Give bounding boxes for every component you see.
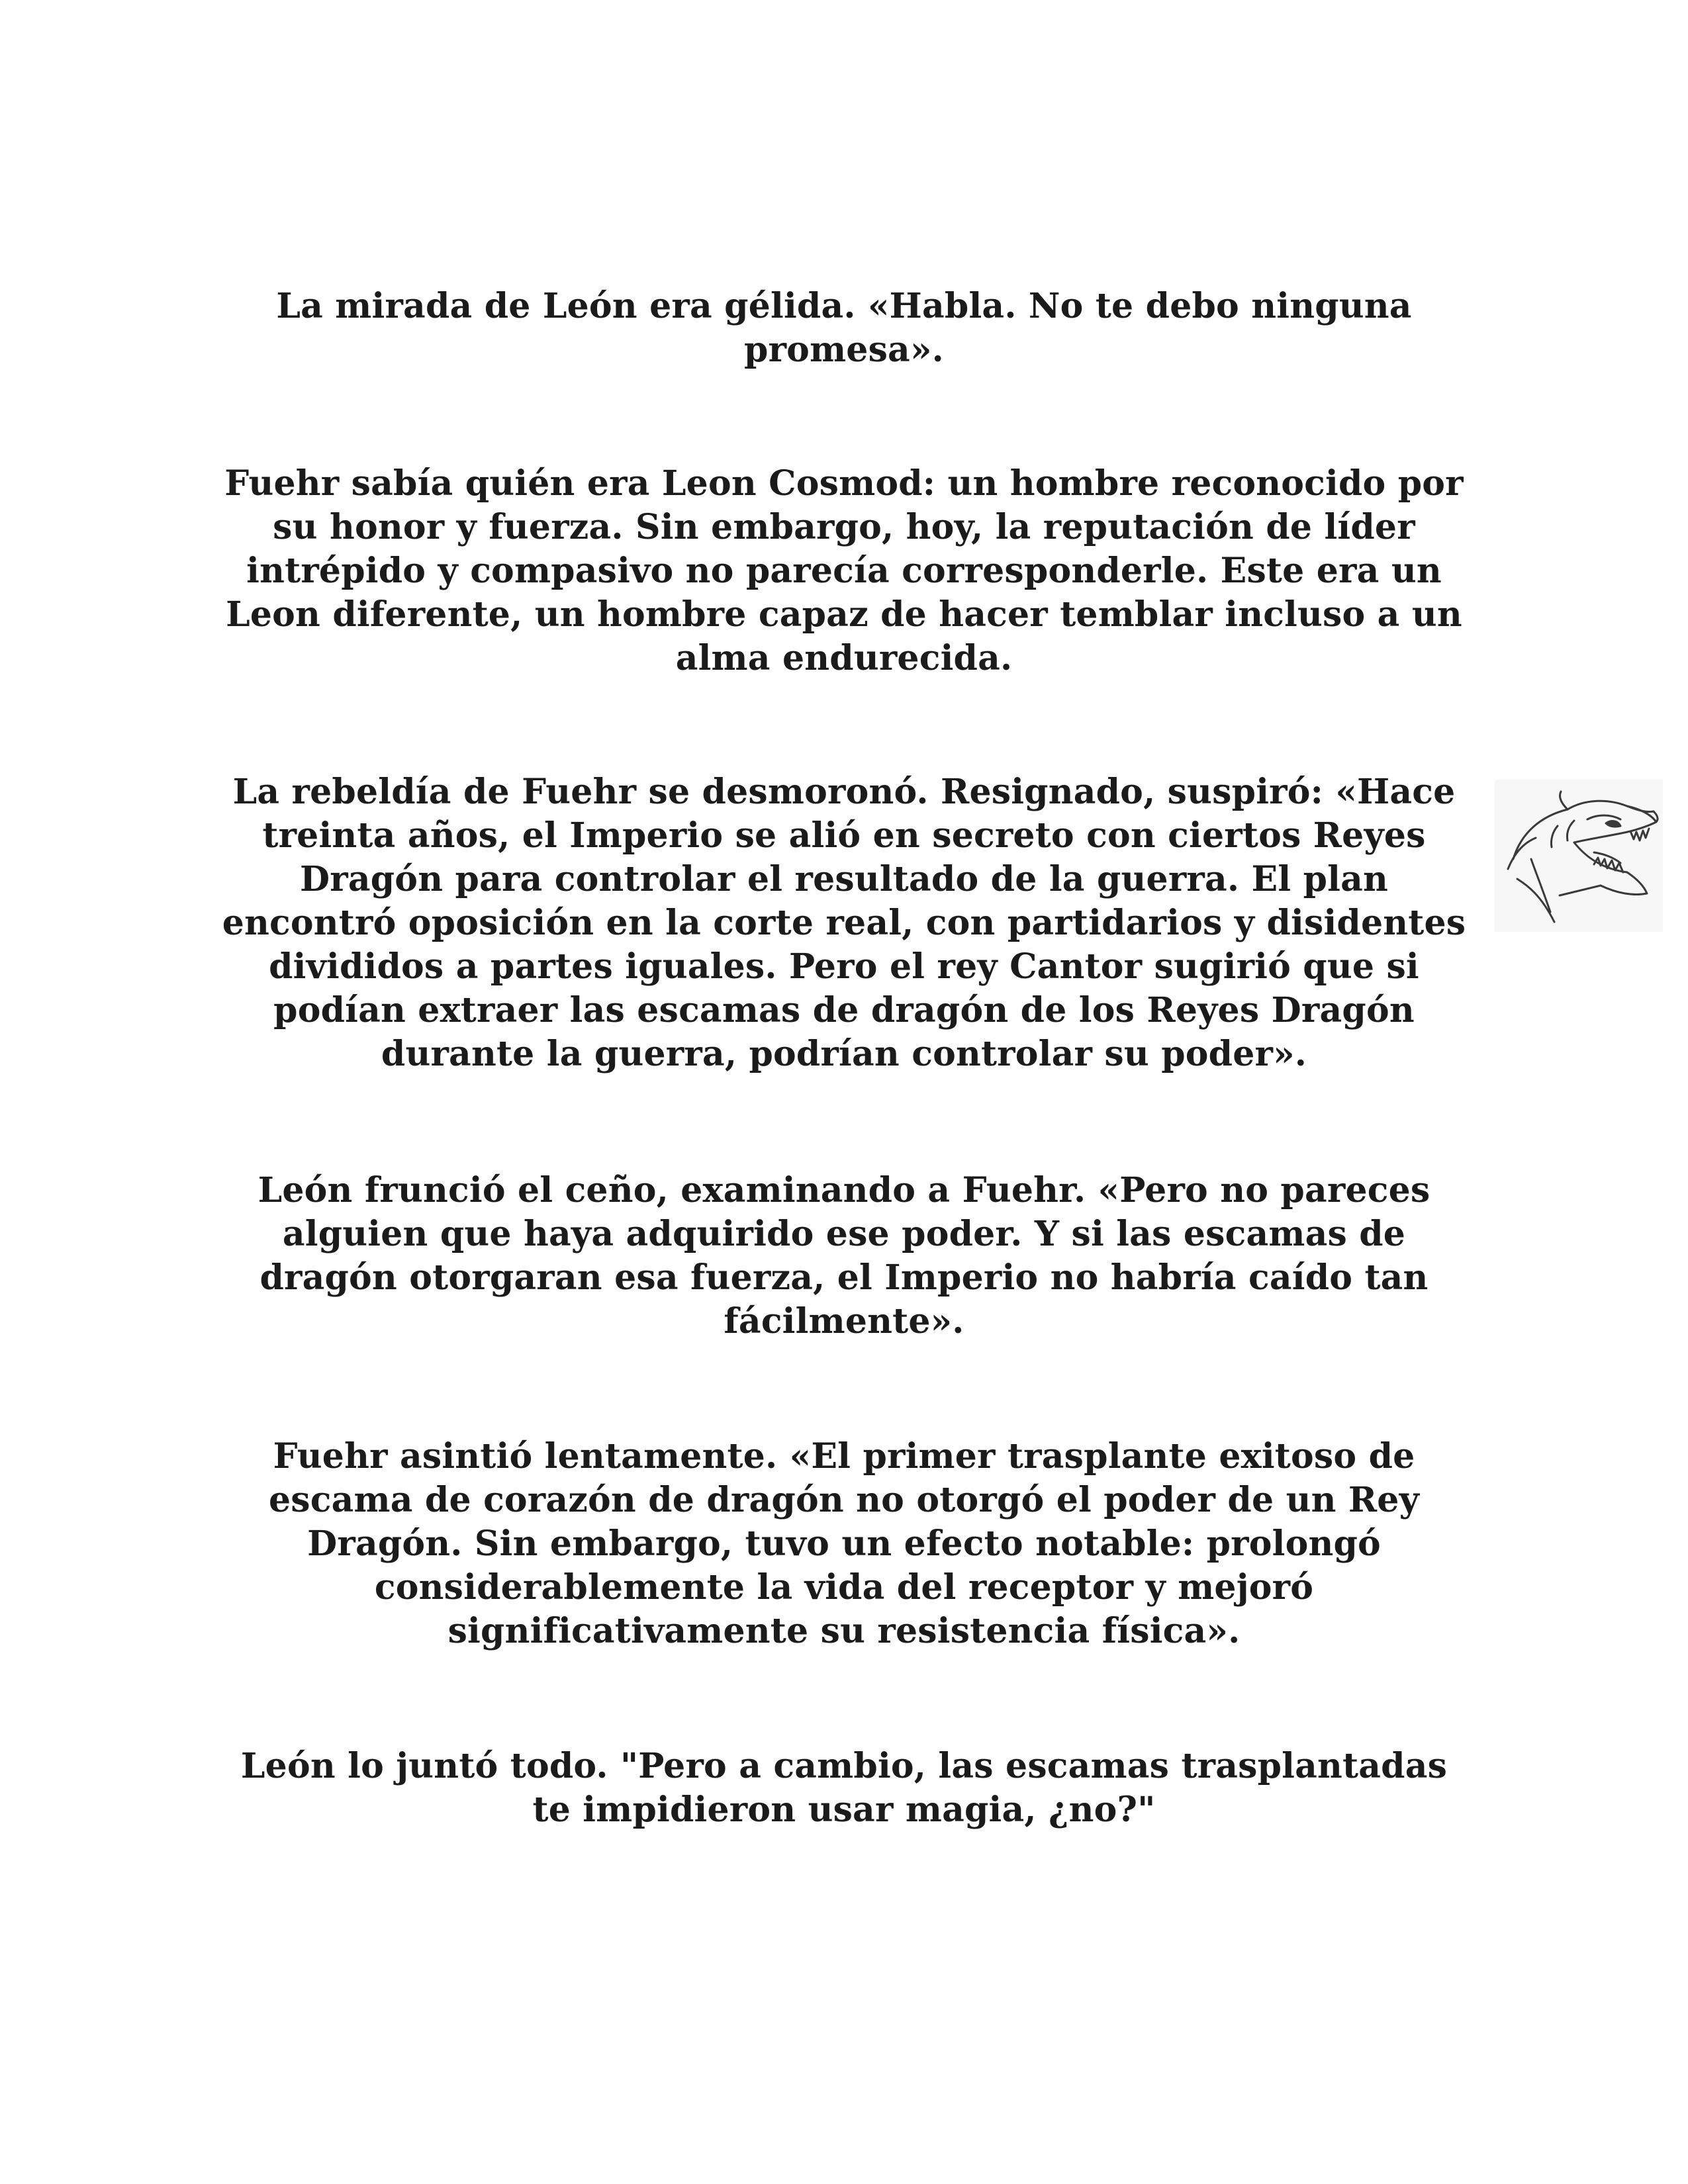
paragraph-3: La rebeldía de Fuehr se desmoronó. Resignado, suspiró: «Hace treinta años, el Imperio se alió en secreto con ciertos Reyes Dragón para controlar el resultado de la guerra. El plan encontró oposición en la corte real, con partidarios y disidentes divididos a partes iguales. Pero el rey Cantor sugirió que si podían extraer las escamas de dragón de los Reyes Dragón durante la guerra, podrían controlar su poder». [222, 772, 1466, 1074]
story-text [218, 285, 1470, 1919]
paragraph-2: Fuehr sabía quién era Leon Cosmod: un hombre reconocido por su honor y fuerza. Sin embargo, hoy, la reputación de líder intrépido y compasivo no parecía corresponderle. Este era un Leon diferente, un hombre capaz de hacer temblar incluso a un alma endurecida. [224, 463, 1464, 678]
dragon-head-sketch-icon [1495, 780, 1663, 932]
paragraph-5: Fuehr asintió lentamente. «El primer trasplante exitoso de escama de corazón de dragón no otorgó el poder de un Rey Dragón. Sin embargo, tuvo un efecto notable: prolongó considerablemente la vida del receptor y mejoró significativamente su resistencia física». [268, 1436, 1420, 1651]
paragraph-4: León frunció el ceño, examinando a Fuehr. «Pero no pareces alguien que haya adquirido ese poder. Y si las escamas de dragón otorgaran esa fuerza, el Imperio no habría caído tan fácilmente». [258, 1170, 1430, 1342]
paragraph-6: León lo juntó todo. "Pero a cambio, las escamas trasplantadas te impidieron usar magia, ¿no?" [240, 1746, 1448, 1830]
paragraph-1: La mirada de León era gélida. «Habla. No te debo ninguna promesa». [276, 286, 1412, 370]
